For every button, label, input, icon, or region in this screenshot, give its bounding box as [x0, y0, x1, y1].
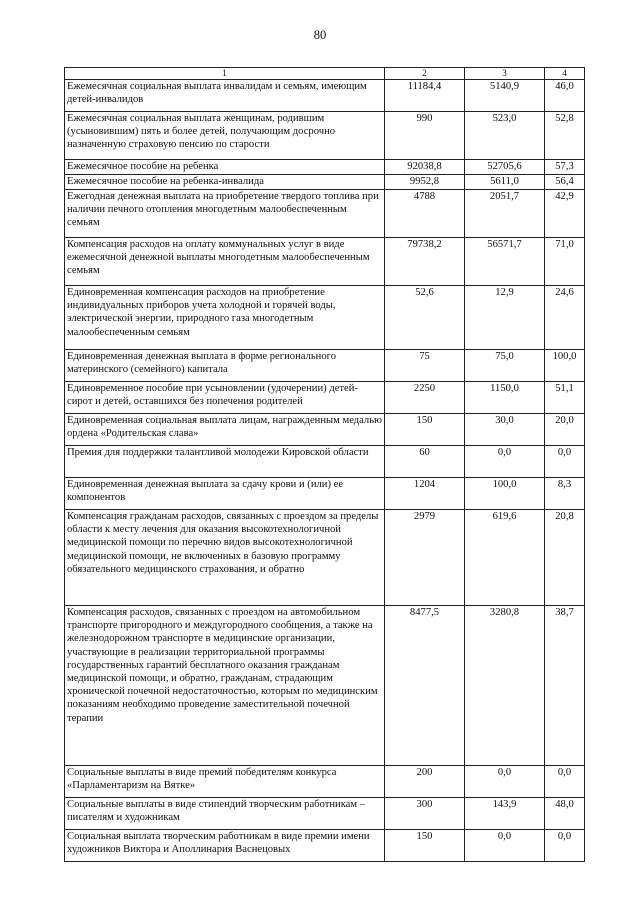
row-value-col3: 75,0 [465, 350, 545, 382]
row-value-col2: 990 [385, 112, 465, 160]
table-row [65, 478, 585, 510]
row-value-col4: 20,0 [545, 414, 585, 446]
table-row [65, 798, 585, 830]
row-name-cell: Единовременная денежная выплата в форме регионального материнского (семейного) капитала [65, 350, 385, 382]
row-value-col3: 143,9 [465, 798, 545, 830]
page-number: 80 [313, 28, 327, 42]
row-value-col4: 0,0 [545, 830, 585, 862]
row-value-col3: 523,0 [465, 112, 545, 160]
row-value-col2: 150 [385, 830, 465, 862]
table-row [65, 160, 585, 175]
row-value-col3: 52705,6 [465, 160, 545, 175]
row-name-cell: Премия для поддержки талантливой молодежи Кировской области [65, 446, 385, 478]
row-value-col3: 1150,0 [465, 382, 545, 414]
row-value-col4: 100,0 [545, 350, 585, 382]
column-header: 2 [385, 68, 465, 80]
row-value-col2: 4788 [385, 190, 465, 238]
row-value-col2: 75 [385, 350, 465, 382]
row-value-col4: 51,1 [545, 382, 585, 414]
table-row [65, 606, 585, 766]
column-header: 3 [465, 68, 545, 80]
table-row [65, 80, 585, 112]
row-value-col2: 2250 [385, 382, 465, 414]
row-value-col3: 0,0 [465, 766, 545, 798]
row-name-cell: Ежемесячная социальная выплата инвалидам и семьям, имеющим детей-инвалидов [65, 80, 385, 112]
row-name-cell: Компенсация расходов, связанных с проездом на автомобильном транспорте пригородного и междугородного сообщения, а также на железнодорожном транспорте в медицинские организации, участвующие в реализации территориальной программы государственных гарантий бесплатного оказания гражданам медицинской помощи, и обратно, гражданам, страдающим хронической почечной недостаточностью, которым по медицинским показаниям необходимо проведение заместительной почечной терапии [65, 606, 385, 766]
row-value-col3: 30,0 [465, 414, 545, 446]
row-value-col3: 0,0 [465, 830, 545, 862]
table-row [65, 286, 585, 350]
table-row [65, 382, 585, 414]
row-value-col2: 2979 [385, 510, 465, 606]
row-value-col2: 1204 [385, 478, 465, 510]
row-value-col2: 150 [385, 414, 465, 446]
table-row [65, 414, 585, 446]
row-name-cell: Социальные выплаты в виде премий победителям конкурса «Парламентаризм на Вятке» [65, 766, 385, 798]
row-value-col2: 300 [385, 798, 465, 830]
row-value-col2: 60 [385, 446, 465, 478]
row-name-cell: Единовременная социальная выплата лицам, награжденным медалью ордена «Родительская слава» [65, 414, 385, 446]
row-name-cell: Ежемесячная социальная выплата женщинам, родившим (усыновившим) пять и более детей, получающим досрочно назначенную страховую пенсию по старости [65, 112, 385, 160]
row-name-cell: Ежегодная денежная выплата на приобретение твердого топлива при наличии печного отопления многодетным малообеспеченным семьям [65, 190, 385, 238]
row-value-col3: 3280,8 [465, 606, 545, 766]
row-value-col4: 8,3 [545, 478, 585, 510]
column-header: 1 [65, 68, 385, 80]
column-header: 4 [545, 68, 585, 80]
row-value-col3: 2051,7 [465, 190, 545, 238]
row-name-cell: Компенсация расходов на оплату коммунальных услуг в виде ежемесячной денежной выплаты многодетным малообеспеченным семьям [65, 238, 385, 286]
row-value-col2: 92038,8 [385, 160, 465, 175]
table-row [65, 510, 585, 606]
table-header-row [65, 68, 585, 80]
row-value-col3: 5140,9 [465, 80, 545, 112]
row-value-col3: 0,0 [465, 446, 545, 478]
row-value-col4: 52,8 [545, 112, 585, 160]
row-name-cell: Ежемесячное пособие на ребенка-инвалида [65, 175, 385, 190]
row-value-col3: 12,9 [465, 286, 545, 350]
row-name-cell: Социальные выплаты в виде стипендий творческим работникам – писателям и художникам [65, 798, 385, 830]
row-name-cell: Ежемесячное пособие на ребенка [65, 160, 385, 175]
row-value-col4: 0,0 [545, 446, 585, 478]
row-value-col2: 11184,4 [385, 80, 465, 112]
row-name-cell: Единовременное пособие при усыновлении (удочерении) детей-сирот и детей, оставшихся без попечения родителей [65, 382, 385, 414]
table-row [65, 830, 585, 862]
table-row [65, 446, 585, 478]
row-value-col4: 71,0 [545, 238, 585, 286]
row-value-col3: 5611,0 [465, 175, 545, 190]
row-value-col3: 56571,7 [465, 238, 545, 286]
row-value-col4: 42,9 [545, 190, 585, 238]
table-row [65, 175, 585, 190]
row-value-col4: 48,0 [545, 798, 585, 830]
row-name-cell: Единовременная компенсация расходов на приобретение индивидуальных приборов учета холодной и горячей воды, электрической энергии, природного газа многодетным малообеспеченным семьям [65, 286, 385, 350]
row-value-col4: 20,8 [545, 510, 585, 606]
row-value-col4: 57,3 [545, 160, 585, 175]
row-value-col4: 24,6 [545, 286, 585, 350]
row-name-cell: Единовременная денежная выплата за сдачу крови и (или) ее компонентов [65, 478, 385, 510]
row-value-col2: 52,6 [385, 286, 465, 350]
row-value-col3: 619,6 [465, 510, 545, 606]
budget-table [64, 67, 585, 862]
row-value-col4: 56,4 [545, 175, 585, 190]
row-value-col2: 8477,5 [385, 606, 465, 766]
row-value-col4: 38,7 [545, 606, 585, 766]
row-value-col4: 0,0 [545, 766, 585, 798]
row-name-cell: Социальная выплата творческим работникам в виде премии имени художников Виктора и Аполлинария Васнецовых [65, 830, 385, 862]
table-row [65, 350, 585, 382]
row-value-col2: 79738,2 [385, 238, 465, 286]
row-value-col3: 100,0 [465, 478, 545, 510]
row-value-col2: 200 [385, 766, 465, 798]
table-row [65, 238, 585, 286]
table-row [65, 766, 585, 798]
row-value-col4: 46,0 [545, 80, 585, 112]
table-row [65, 190, 585, 238]
row-name-cell: Компенсация гражданам расходов, связанных с проездом за пределы области к месту лечения для оказания высокотехнологичной медицинской помощи по перечню видов высокотехнологичной медицинской помощи, не включенных в базовую программу обязательного медицинского страхования, и обратно [65, 510, 385, 606]
table-row [65, 112, 585, 160]
row-value-col2: 9952,8 [385, 175, 465, 190]
